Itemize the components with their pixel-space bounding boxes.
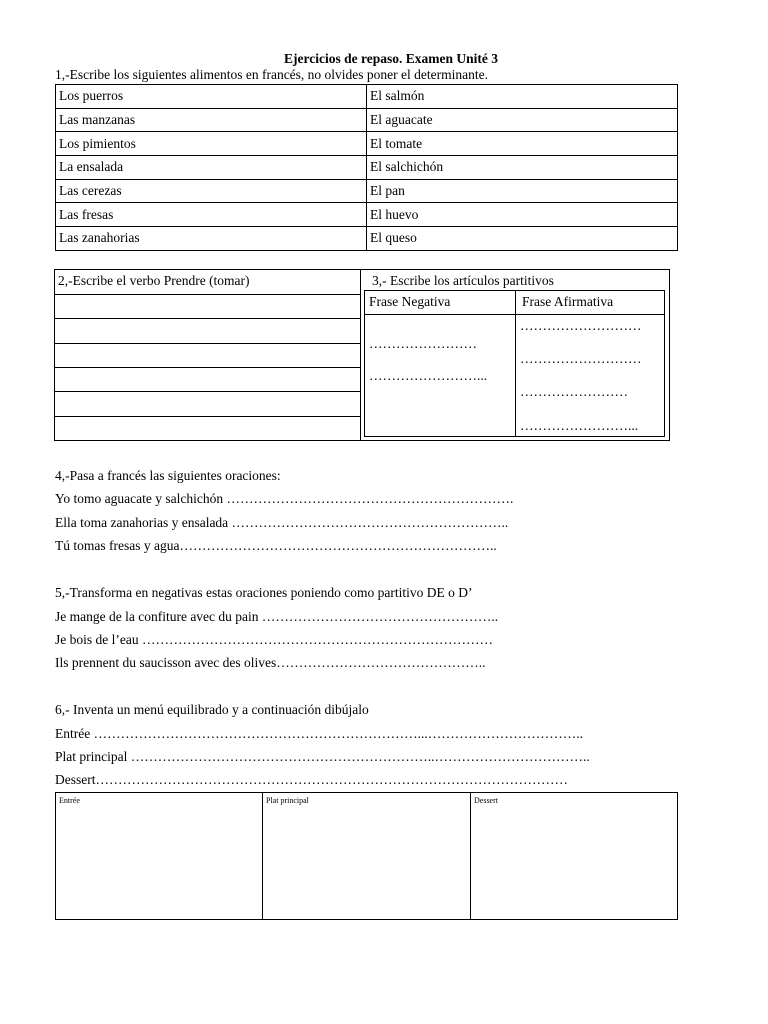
- ex5-sentence: Je bois de l’eau ……………………………………………………………………: [55, 632, 493, 647]
- prendre-line: [54, 294, 360, 295]
- food-cell: Los pimientos: [56, 132, 367, 156]
- food-cell: Los puerros: [56, 85, 367, 109]
- food-cell: El queso: [366, 227, 677, 251]
- food-cell: El aguacate: [366, 108, 677, 132]
- drawing-label-dessert: Dessert: [474, 796, 498, 805]
- drawing-label-plat: Plat principal: [266, 796, 309, 805]
- answer-dots: ……………………: [369, 336, 477, 351]
- food-cell: Las zanahorias: [56, 227, 367, 251]
- ex3-heading: 3,- Escribe los artículos partitivos: [372, 273, 554, 288]
- col-afirmativa: Frase Afirmativa: [522, 294, 614, 309]
- answer-dots: ………………………: [520, 318, 642, 333]
- menu-line-entree: Entrée ………………………………………………………………...……………………………..: [55, 726, 583, 741]
- answer-dots: ……………………: [520, 384, 628, 399]
- drawing-divider: [262, 792, 263, 920]
- ex5-sentence: Ils prennent du saucisson avec des olives………………………………………..: [55, 655, 486, 670]
- food-cell: La ensalada: [56, 156, 367, 180]
- ex2-heading: 2,-Escribe el verbo Prendre (tomar): [58, 273, 250, 288]
- food-cell: Las manzanas: [56, 108, 367, 132]
- menu-line-plat: Plat principal …………………………………………………………..……………………………..: [55, 749, 590, 764]
- drawing-box: [55, 792, 678, 920]
- ex4-sentence: Ella toma zanahorias y ensalada ……………………………………………………..: [55, 515, 509, 530]
- food-cell: Las fresas: [56, 203, 367, 227]
- food-cell: El salchichón: [366, 156, 677, 180]
- answer-dots: ……………………...: [369, 368, 488, 383]
- table-row: [56, 108, 678, 132]
- ex5-sentence: Je mange de la confiture avec du pain ……………………………………………..: [55, 609, 499, 624]
- prendre-line: [54, 343, 360, 344]
- answer-dots: ………………………: [520, 351, 642, 366]
- prendre-line: [54, 391, 360, 392]
- drawing-label-entree: Entrée: [59, 796, 80, 805]
- ex4-sentence: Tú tomas fresas y agua……………………………………………………………..: [55, 538, 497, 553]
- drawing-divider: [470, 792, 471, 920]
- partitive-col-divider: [515, 290, 516, 437]
- partitive-header-line: [364, 314, 665, 315]
- food-table: [55, 84, 678, 251]
- table-row: [56, 85, 678, 109]
- ex5-instruction: 5,-Transforma en negativas estas oraciones poniendo como partitivo DE o D’: [55, 585, 473, 600]
- prendre-line: [54, 416, 360, 417]
- food-cell: El huevo: [366, 203, 677, 227]
- food-cell: El pan: [366, 179, 677, 203]
- ex1-instruction: 1,-Escribe los siguientes alimentos en francés, no olvides poner el determinante.: [55, 67, 488, 82]
- ex6-instruction: 6,- Inventa un menú equilibrado y a continuación dibújalo: [55, 702, 369, 717]
- table-row: [56, 132, 678, 156]
- table-row: [56, 227, 678, 251]
- col-negativa: Frase Negativa: [369, 294, 451, 309]
- table-row: [56, 203, 678, 227]
- ex4-instruction: 4,-Pasa a francés las siguientes oraciones:: [55, 468, 281, 483]
- divider: [360, 269, 361, 441]
- prendre-line: [54, 318, 360, 319]
- table-row: [56, 156, 678, 180]
- menu-line-dessert: Dessert……………………………………………………………………………………………: [55, 772, 568, 787]
- food-cell: El tomate: [366, 132, 677, 156]
- ex4-sentence: Yo tomo aguacate y salchichón ……………………………………………………….: [55, 491, 514, 506]
- page-title: Ejercicios de repaso. Examen Unité 3: [284, 51, 498, 66]
- prendre-line: [54, 367, 360, 368]
- food-cell: Las cerezas: [56, 179, 367, 203]
- food-cell: El salmón: [366, 85, 677, 109]
- answer-dots: ……………………...: [520, 418, 639, 433]
- table-row: [56, 179, 678, 203]
